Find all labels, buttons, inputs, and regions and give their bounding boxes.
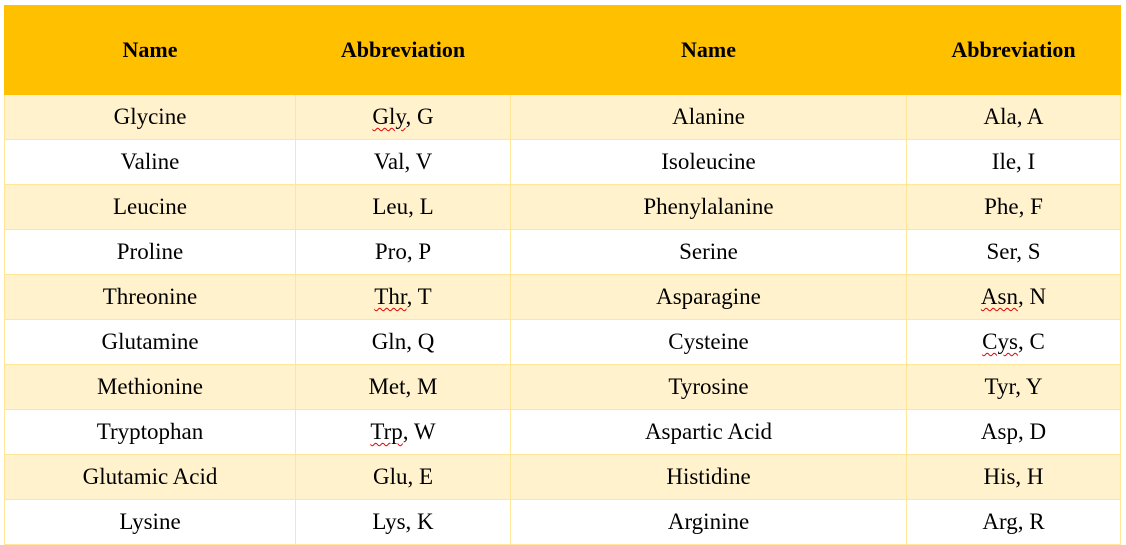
abbreviation-letter: , F bbox=[1018, 194, 1043, 219]
amino-acid-name: Lysine bbox=[5, 500, 296, 545]
amino-acid-abbreviation bbox=[907, 230, 1121, 275]
amino-acid-abbreviation bbox=[907, 140, 1121, 185]
amino-acid-name: Glutamic Acid bbox=[5, 455, 296, 500]
amino-acid-abbreviation bbox=[907, 365, 1121, 410]
table-row bbox=[5, 275, 1121, 320]
abbreviation-letter: , P bbox=[406, 239, 432, 264]
table-row bbox=[5, 230, 1121, 275]
abbreviation-code: Leu bbox=[372, 194, 409, 219]
amino-acid-abbreviation bbox=[907, 410, 1121, 455]
abbreviation-letter: , M bbox=[405, 374, 438, 399]
spellcheck-flagged-code: Asn bbox=[980, 284, 1018, 309]
abbreviation-code: Glu bbox=[372, 464, 408, 489]
amino-acid-name: Serine bbox=[511, 230, 907, 275]
amino-acid-abbreviation bbox=[296, 365, 511, 410]
amino-acid-abbreviation bbox=[296, 500, 511, 545]
amino-acid-abbreviation bbox=[296, 320, 511, 365]
table-row bbox=[5, 365, 1121, 410]
abbreviation-code: Asp bbox=[980, 419, 1018, 444]
table-row bbox=[5, 95, 1121, 140]
abbreviation-letter: , L bbox=[408, 194, 434, 219]
amino-acid-abbreviation bbox=[907, 275, 1121, 320]
abbreviation-letter: , K bbox=[405, 509, 434, 534]
abbreviation-code: His bbox=[983, 464, 1016, 489]
amino-acid-name: Tryptophan bbox=[5, 410, 296, 455]
amino-acid-abbreviation bbox=[296, 455, 511, 500]
abbreviation-letter: , Q bbox=[406, 329, 435, 354]
amino-acid-abbreviation bbox=[296, 140, 511, 185]
amino-acid-abbreviation bbox=[907, 500, 1121, 545]
abbreviation-code: Val bbox=[373, 149, 405, 174]
amino-acid-name: Glutamine bbox=[5, 320, 296, 365]
amino-acid-name: Threonine bbox=[5, 275, 296, 320]
abbreviation-letter: , C bbox=[1017, 329, 1045, 354]
abbreviation-code: Pro bbox=[374, 239, 407, 264]
header-name-2: Name bbox=[511, 6, 907, 95]
abbreviation-code: Gln bbox=[371, 329, 407, 354]
abbreviation-letter: , N bbox=[1017, 284, 1047, 309]
table-row bbox=[5, 410, 1121, 455]
amino-acid-abbreviation bbox=[907, 185, 1121, 230]
amino-acid-abbreviation bbox=[296, 185, 511, 230]
amino-acid-name: Methionine bbox=[5, 365, 296, 410]
table-row bbox=[5, 320, 1121, 365]
abbreviation-letter: , T bbox=[406, 284, 432, 309]
abbreviation-code: Phe bbox=[984, 194, 1019, 219]
amino-acid-name: Valine bbox=[5, 140, 296, 185]
abbreviation-letter: , D bbox=[1017, 419, 1047, 444]
abbreviation-code: Ser bbox=[986, 239, 1017, 264]
abbreviation-code: Ile bbox=[991, 149, 1017, 174]
header-abbreviation-2: Abbreviation bbox=[907, 6, 1121, 95]
abbreviation-code: Met bbox=[368, 374, 406, 399]
abbreviation-code: Ala bbox=[983, 104, 1017, 129]
amino-acid-name: Tyrosine bbox=[511, 365, 907, 410]
amino-acid-table bbox=[4, 5, 1121, 545]
table-row bbox=[5, 140, 1121, 185]
spellcheck-flagged-code: Trp bbox=[370, 419, 403, 444]
abbreviation-code: Lys bbox=[372, 509, 406, 534]
table-row bbox=[5, 500, 1121, 545]
header-row bbox=[5, 6, 1121, 95]
abbreviation-letter: , R bbox=[1017, 509, 1045, 534]
header-abbreviation-1: Abbreviation bbox=[296, 6, 511, 95]
amino-acid-abbreviation bbox=[296, 275, 511, 320]
amino-acid-name: Aspartic Acid bbox=[511, 410, 907, 455]
spellcheck-flagged-code: Gly bbox=[372, 104, 406, 129]
abbreviation-letter: , H bbox=[1015, 464, 1044, 489]
abbreviation-letter: , E bbox=[407, 464, 434, 489]
abbreviation-letter: , S bbox=[1016, 239, 1041, 264]
amino-acid-abbreviation bbox=[296, 95, 511, 140]
abbreviation-code: Arg bbox=[982, 509, 1018, 534]
abbreviation-code: Tyr bbox=[984, 374, 1016, 399]
abbreviation-letter: , G bbox=[405, 104, 434, 129]
amino-acid-name: Isoleucine bbox=[511, 140, 907, 185]
amino-acid-abbreviation bbox=[907, 455, 1121, 500]
abbreviation-letter: , A bbox=[1016, 104, 1044, 129]
amino-acid-name: Proline bbox=[5, 230, 296, 275]
amino-acid-abbreviation bbox=[296, 230, 511, 275]
amino-acid-name: Glycine bbox=[5, 95, 296, 140]
spellcheck-flagged-code: Thr bbox=[374, 284, 407, 309]
amino-acid-name: Histidine bbox=[511, 455, 907, 500]
amino-acid-name: Alanine bbox=[511, 95, 907, 140]
spellcheck-flagged-code: Cys bbox=[982, 329, 1018, 354]
amino-acid-name: Asparagine bbox=[511, 275, 907, 320]
header-name-1: Name bbox=[5, 6, 296, 95]
abbreviation-letter: , Y bbox=[1015, 374, 1043, 399]
abbreviation-letter: , I bbox=[1016, 149, 1036, 174]
amino-acid-name: Cysteine bbox=[511, 320, 907, 365]
amino-acid-abbreviation bbox=[907, 320, 1121, 365]
amino-acid-abbreviation bbox=[296, 410, 511, 455]
amino-acid-abbreviation bbox=[907, 95, 1121, 140]
table-row bbox=[5, 455, 1121, 500]
amino-acid-name: Leucine bbox=[5, 185, 296, 230]
abbreviation-letter: , V bbox=[404, 149, 433, 174]
amino-acid-name: Phenylalanine bbox=[511, 185, 907, 230]
table-row bbox=[5, 185, 1121, 230]
amino-acid-name: Arginine bbox=[511, 500, 907, 545]
abbreviation-letter: , W bbox=[402, 419, 436, 444]
